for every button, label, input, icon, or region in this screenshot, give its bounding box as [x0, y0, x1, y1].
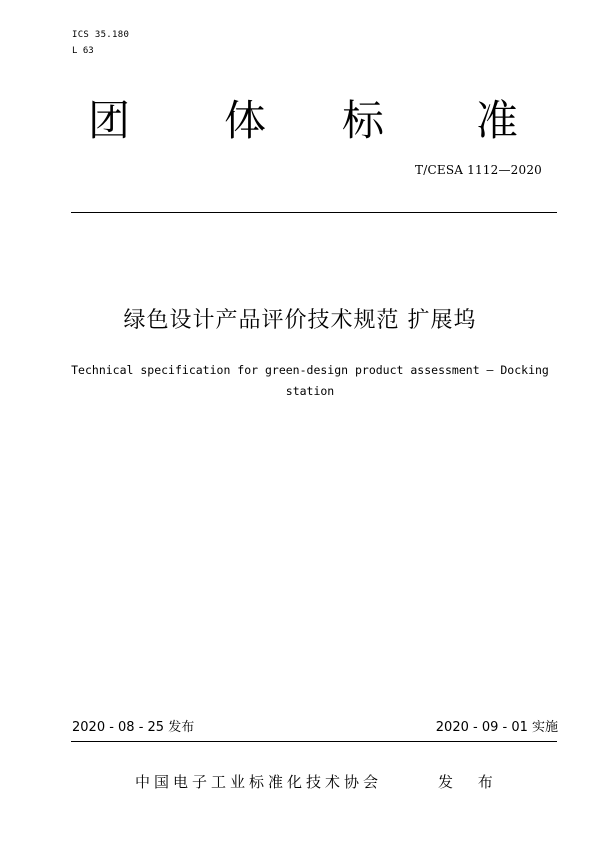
- title-chinese: 绿色设计产品评价技术规范 扩展坞: [123, 308, 477, 333]
- issue-label: 发 布: [438, 773, 503, 791]
- bottom-divider: [71, 741, 557, 742]
- implement-date: 2020 - 09 - 01 实施: [435, 720, 558, 735]
- title-english: Technical specification for green-design product assessment — Docking station: [71, 363, 549, 398]
- category-char-4: 准: [476, 96, 519, 145]
- standard-category: [70, 95, 540, 147]
- category-char-2: 体: [224, 96, 267, 145]
- issuing-organization: 中国电子工业标准化技术协会: [135, 773, 383, 791]
- publish-date: 2020 - 08 - 25 发布: [72, 720, 195, 735]
- category-char-3: 标: [342, 96, 385, 145]
- top-divider: [71, 212, 557, 213]
- standard-number: T/CESA 1112—2020: [415, 163, 542, 177]
- category-char-1: 团: [88, 96, 131, 145]
- ccs-code: L 63: [72, 46, 94, 56]
- ics-code: ICS 35.180: [72, 30, 130, 40]
